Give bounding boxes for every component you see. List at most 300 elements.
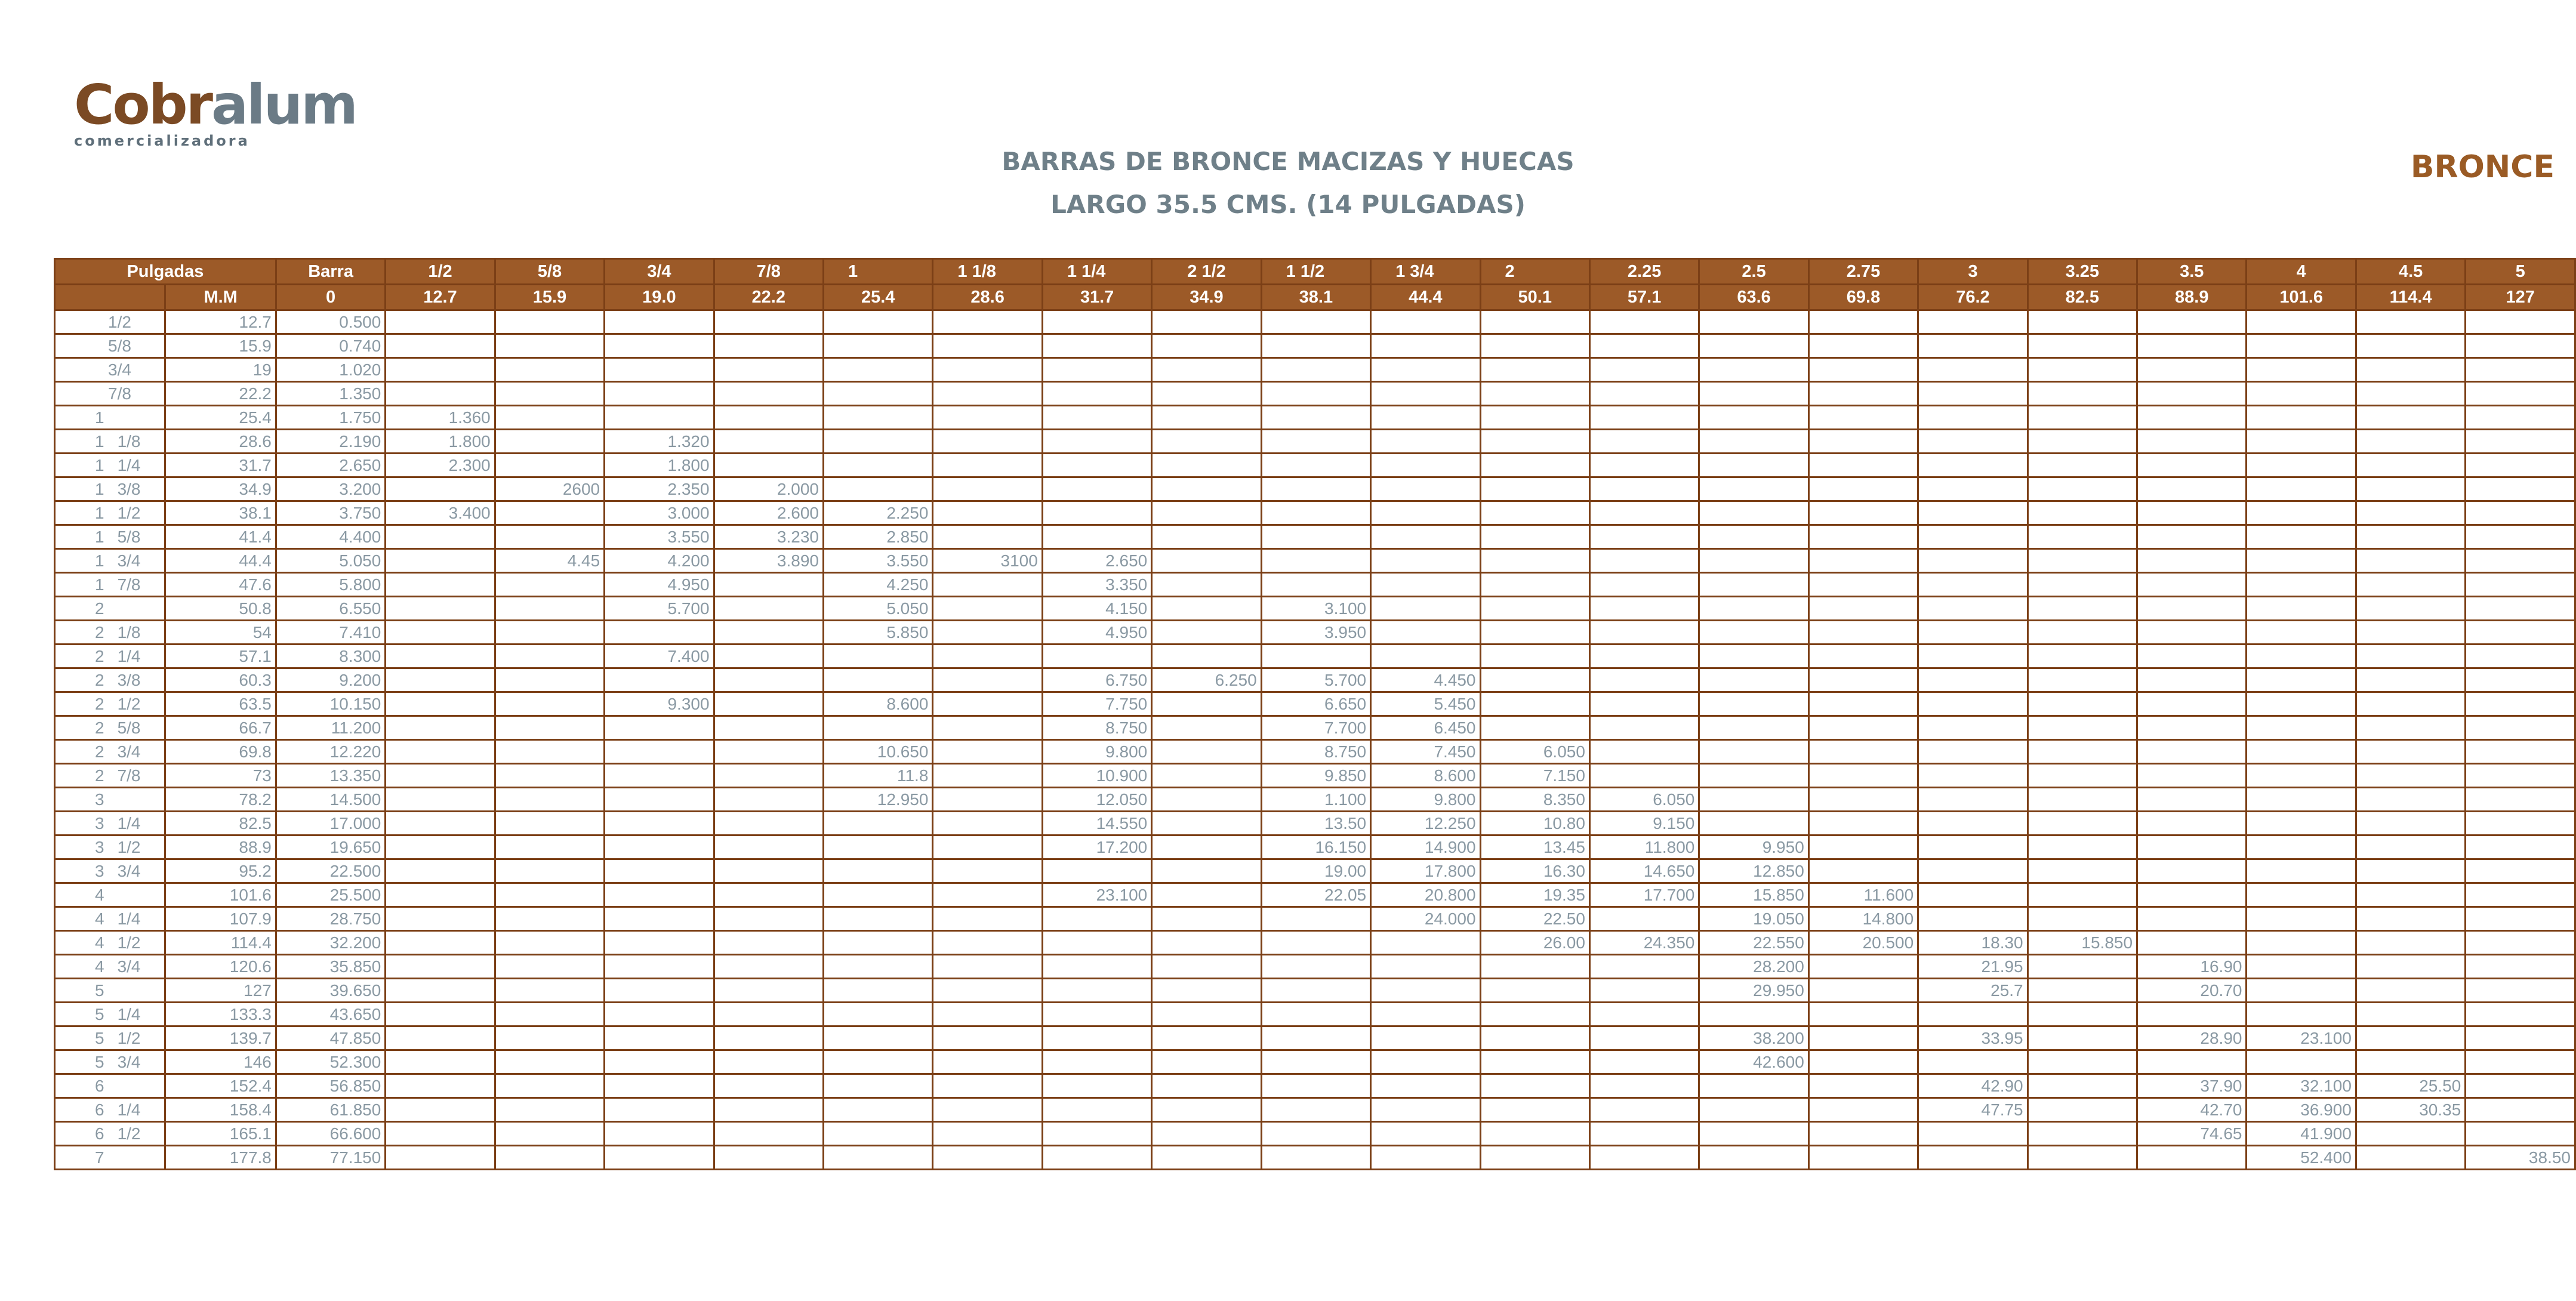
price-cell [1371, 1146, 1480, 1170]
price-cell [714, 621, 823, 645]
price-cell: 8.350 [1480, 788, 1589, 812]
price-cell [1261, 1122, 1370, 1146]
cell-mm: 44.4 [165, 549, 276, 573]
price-cell [1589, 621, 1699, 645]
price-cell [2356, 716, 2465, 740]
price-cell [605, 955, 714, 979]
header-cell: 12.7 [386, 285, 495, 310]
price-cell [1371, 454, 1480, 477]
price-cell [1808, 1026, 1918, 1050]
price-cell [1152, 1098, 1261, 1122]
price-cell [1918, 788, 2027, 812]
price-cell [495, 812, 604, 836]
inch-fraction: 1/2 [117, 503, 141, 522]
cell-mm: 12.7 [165, 310, 276, 334]
price-cell [823, 955, 932, 979]
price-cell [495, 859, 604, 883]
price-cell: 7.410 [276, 621, 385, 645]
price-cell: 19.050 [1699, 907, 1808, 931]
price-cell [933, 812, 1042, 836]
price-cell [1699, 477, 1808, 501]
price-cell: 6.650 [1261, 692, 1370, 716]
price-cell: 6.750 [1042, 668, 1151, 692]
cell-mm: 120.6 [165, 955, 276, 979]
price-cell [2027, 358, 2137, 382]
price-cell [1371, 334, 1480, 358]
price-cell [1918, 430, 2027, 454]
price-cell [714, 764, 823, 788]
price-cell [1152, 430, 1261, 454]
price-cell [2466, 430, 2575, 454]
price-cell [1152, 358, 1261, 382]
inch-fraction: 5/8 [108, 336, 131, 355]
table-row [55, 1050, 2575, 1074]
price-cell [386, 812, 495, 836]
inch-whole: 4 [95, 909, 104, 928]
price-cell [386, 764, 495, 788]
price-cell: 2.350 [605, 477, 714, 501]
cell-inches [55, 907, 165, 931]
price-cell: 28.200 [1699, 955, 1808, 979]
price-cell [1808, 1098, 1918, 1122]
price-cell [605, 812, 714, 836]
price-cell [2356, 645, 2465, 668]
price-cell [933, 979, 1042, 1003]
price-cell [1918, 358, 2027, 382]
cell-inches [55, 979, 165, 1003]
table-row [55, 1146, 2575, 1170]
price-cell [2356, 501, 2465, 525]
price-cell [714, 955, 823, 979]
cell-mm: 146 [165, 1050, 276, 1074]
price-cell: 20.500 [1808, 931, 1918, 955]
inch-fraction: 1/2 [117, 1028, 141, 1047]
inch-whole: 2 [95, 670, 104, 689]
cell-inches [55, 501, 165, 525]
cell-mm: 73 [165, 764, 276, 788]
price-cell [2247, 764, 2356, 788]
price-cell: 4.200 [605, 549, 714, 573]
cell-mm: 60.3 [165, 668, 276, 692]
price-cell: 1.020 [276, 358, 385, 382]
inch-whole: 1 [95, 479, 104, 498]
price-cell: 3.100 [1261, 597, 1370, 621]
price-cell: 5.700 [605, 597, 714, 621]
price-cell [1589, 597, 1699, 621]
price-cell [2466, 549, 2575, 573]
price-cell [1699, 334, 1808, 358]
price-cell [2247, 716, 2356, 740]
price-cell [1152, 525, 1261, 549]
price-cell [495, 358, 604, 382]
price-cell [1699, 549, 1808, 573]
price-cell [1261, 310, 1370, 334]
price-cell [386, 621, 495, 645]
price-cell [1261, 1003, 1370, 1026]
price-cell [1042, 859, 1151, 883]
header-pulgadas: Pulgadas [55, 259, 276, 285]
price-cell [2356, 1026, 2465, 1050]
price-cell: 43.650 [276, 1003, 385, 1026]
price-cell [714, 454, 823, 477]
price-cell [2027, 716, 2137, 740]
inch-whole: 4 [95, 933, 104, 952]
price-cell [605, 859, 714, 883]
price-cell [2247, 621, 2356, 645]
price-cell [386, 788, 495, 812]
table-row [55, 406, 2575, 430]
cell-mm: 22.2 [165, 382, 276, 406]
price-cell [2137, 836, 2247, 859]
price-cell [1480, 1003, 1589, 1026]
header-cell: 2.75 [1808, 259, 1918, 285]
price-cell [1480, 716, 1589, 740]
price-cell [714, 645, 823, 668]
inch-fraction [104, 1148, 118, 1167]
table-row [55, 1098, 2575, 1122]
price-cell [495, 955, 604, 979]
price-cell [1699, 1003, 1808, 1026]
price-cell [714, 573, 823, 597]
price-cell [714, 740, 823, 764]
price-cell [933, 501, 1042, 525]
price-cell [823, 1146, 932, 1170]
price-cell [1042, 979, 1151, 1003]
price-cell [1589, 430, 1699, 454]
price-cell [2027, 1026, 2137, 1050]
cell-inches [55, 955, 165, 979]
price-cell: 28.750 [276, 907, 385, 931]
price-cell [2356, 740, 2465, 764]
cell-inches [55, 549, 165, 573]
price-cell [1589, 525, 1699, 549]
price-cell [1918, 621, 2027, 645]
price-cell [1042, 1122, 1151, 1146]
price-cell: 32.200 [276, 931, 385, 955]
price-cell [1261, 358, 1370, 382]
price-cell [1042, 955, 1151, 979]
price-cell [1808, 334, 1918, 358]
price-cell [933, 1026, 1042, 1050]
table-row [55, 1003, 2575, 1026]
price-cell: 26.00 [1480, 931, 1589, 955]
price-cell [1371, 1098, 1480, 1122]
inch-fraction: 1/8 [117, 622, 141, 642]
price-cell [386, 740, 495, 764]
cell-mm: 41.4 [165, 525, 276, 549]
price-cell [2137, 597, 2247, 621]
price-cell [1808, 812, 1918, 836]
price-cell [386, 668, 495, 692]
cell-mm: 38.1 [165, 501, 276, 525]
price-cell: 3.890 [714, 549, 823, 573]
price-cell: 33.95 [1918, 1026, 2027, 1050]
price-cell [1152, 1050, 1261, 1074]
price-cell [2247, 573, 2356, 597]
inch-whole: 6 [95, 1076, 104, 1095]
price-cell [1480, 477, 1589, 501]
price-cell [714, 597, 823, 621]
price-cell [1699, 406, 1808, 430]
price-cell [1152, 859, 1261, 883]
price-cell [823, 406, 932, 430]
cell-inches [55, 1146, 165, 1170]
price-cell [2247, 1050, 2356, 1074]
price-cell: 23.100 [2247, 1026, 2356, 1050]
price-cell: 9.950 [1699, 836, 1808, 859]
price-cell [1699, 621, 1808, 645]
table-row [55, 382, 2575, 406]
table-row [55, 979, 2575, 1003]
price-cell [1371, 597, 1480, 621]
price-cell [495, 454, 604, 477]
price-cell [495, 310, 604, 334]
cell-inches [55, 1003, 165, 1026]
inch-fraction [104, 408, 118, 427]
price-cell [1480, 668, 1589, 692]
price-cell [933, 1122, 1042, 1146]
price-cell: 1.350 [276, 382, 385, 406]
price-cell [2137, 812, 2247, 836]
price-cell [823, 931, 932, 955]
price-cell [1808, 477, 1918, 501]
cell-inches [55, 310, 165, 334]
price-cell: 12.220 [276, 740, 385, 764]
price-cell [495, 406, 604, 430]
price-cell [1261, 334, 1370, 358]
cell-mm: 165.1 [165, 1122, 276, 1146]
price-cell: 3100 [933, 549, 1042, 573]
price-cell [823, 1050, 932, 1074]
cell-inches [55, 836, 165, 859]
cell-mm: 54 [165, 621, 276, 645]
price-cell [2027, 740, 2137, 764]
price-cell [1918, 668, 2027, 692]
header-cell: 1/2 [386, 259, 495, 285]
page-subtitle: LARGO 35.5 CMS. (14 PULGADAS) [1050, 190, 1526, 219]
price-cell [933, 764, 1042, 788]
header-cell: 3 [1918, 259, 2027, 285]
price-cell [823, 454, 932, 477]
cell-mm: 47.6 [165, 573, 276, 597]
price-cell [2027, 477, 2137, 501]
price-cell: 2600 [495, 477, 604, 501]
inch-whole: 3 [95, 813, 104, 833]
header-cell: 44.4 [1371, 285, 1480, 310]
header-row-inches [55, 259, 2575, 285]
price-cell: 3.750 [276, 501, 385, 525]
price-cell [1808, 382, 1918, 406]
price-cell [2466, 597, 2575, 621]
price-cell [933, 597, 1042, 621]
price-cell [823, 1074, 932, 1098]
price-cell [1918, 740, 2027, 764]
price-cell [2247, 788, 2356, 812]
price-cell: 9.150 [1589, 812, 1699, 836]
price-cell [1918, 1003, 2027, 1026]
inch-fraction: 1/4 [117, 646, 141, 665]
price-cell [1371, 1074, 1480, 1098]
price-cell [714, 836, 823, 859]
price-cell [823, 907, 932, 931]
price-cell: 14.900 [1371, 836, 1480, 859]
price-cell [1261, 477, 1370, 501]
price-cell [386, 1098, 495, 1122]
price-cell [933, 692, 1042, 716]
price-cell [933, 645, 1042, 668]
price-cell: 16.30 [1480, 859, 1589, 883]
price-cell [823, 836, 932, 859]
price-cell [1589, 406, 1699, 430]
price-cell [933, 859, 1042, 883]
price-cell [386, 358, 495, 382]
inch-whole: 3 [95, 861, 104, 880]
price-cell [1699, 430, 1808, 454]
price-cell [495, 931, 604, 955]
table-row [55, 836, 2575, 859]
price-cell [605, 979, 714, 1003]
price-cell [1808, 597, 1918, 621]
price-cell: 6.250 [1152, 668, 1261, 692]
price-cell: 5.700 [1261, 668, 1370, 692]
price-cell [2137, 406, 2247, 430]
price-cell [1918, 764, 2027, 788]
price-cell [2247, 310, 2356, 334]
price-cell [1371, 358, 1480, 382]
price-cell [1480, 597, 1589, 621]
price-cell [2137, 859, 2247, 883]
header-cell: 4.5 [2356, 259, 2465, 285]
price-cell [1918, 382, 2027, 406]
cell-mm: 50.8 [165, 597, 276, 621]
price-cell [1480, 382, 1589, 406]
price-cell [1918, 334, 2027, 358]
price-cell [1918, 883, 2027, 907]
price-cell [1589, 907, 1699, 931]
price-cell: 3.000 [605, 501, 714, 525]
price-cell [1261, 549, 1370, 573]
table-row [55, 1074, 2575, 1098]
table-row [55, 454, 2575, 477]
price-cell [2027, 788, 2137, 812]
price-cell [2137, 477, 2247, 501]
price-cell [1152, 836, 1261, 859]
price-cell [823, 1122, 932, 1146]
price-cell [1589, 668, 1699, 692]
inch-fraction: 3/4 [108, 360, 131, 379]
price-cell [933, 1146, 1042, 1170]
price-cell [1152, 597, 1261, 621]
price-cell [1152, 477, 1261, 501]
header-cell: 57.1 [1589, 285, 1699, 310]
table-row [55, 692, 2575, 716]
price-cell [1042, 454, 1151, 477]
inch-whole: 1 [95, 551, 104, 570]
price-cell [2027, 549, 2137, 573]
price-cell [2027, 812, 2137, 836]
price-cell [2137, 430, 2247, 454]
price-cell [714, 692, 823, 716]
price-cell [2466, 979, 2575, 1003]
price-cell [2027, 668, 2137, 692]
inch-fraction: 1/2 [117, 837, 141, 856]
price-cell [1480, 1026, 1589, 1050]
table-row [55, 501, 2575, 525]
price-cell [2356, 979, 2465, 1003]
price-cell: 4.450 [1371, 668, 1480, 692]
inch-fraction: 1/4 [117, 1004, 141, 1023]
price-cell: 16.150 [1261, 836, 1370, 859]
inch-fraction [104, 1077, 118, 1095]
price-cell [1589, 764, 1699, 788]
table-row [55, 812, 2575, 836]
price-cell [933, 668, 1042, 692]
inch-fraction: 1/2 [117, 1124, 141, 1143]
cell-mm: 31.7 [165, 454, 276, 477]
price-cell [933, 907, 1042, 931]
price-cell [1042, 1098, 1151, 1122]
logo-word-b: alum [211, 73, 356, 137]
price-cell [2466, 716, 2575, 740]
price-cell [1371, 1026, 1480, 1050]
price-cell [2027, 334, 2137, 358]
price-cell: 7.400 [605, 645, 714, 668]
price-cell [1589, 477, 1699, 501]
price-cell [1152, 1146, 1261, 1170]
price-cell [605, 1098, 714, 1122]
price-cell [1261, 454, 1370, 477]
inch-fraction: 3/4 [117, 861, 141, 880]
price-cell [714, 1074, 823, 1098]
price-cell [1699, 668, 1808, 692]
price-cell [714, 334, 823, 358]
price-cell [2027, 955, 2137, 979]
price-cell: 9.300 [605, 692, 714, 716]
inch-whole: 2 [95, 694, 104, 713]
price-cell [495, 692, 604, 716]
inch-whole: 3 [95, 837, 104, 856]
header-cell: 38.1 [1261, 285, 1370, 310]
price-cell [2027, 836, 2137, 859]
cell-inches [55, 645, 165, 668]
price-cell [605, 1122, 714, 1146]
price-cell: 47.850 [276, 1026, 385, 1050]
price-cell [1699, 1146, 1808, 1170]
price-cell [1480, 430, 1589, 454]
price-cell: 1.360 [386, 406, 495, 430]
price-cell [1808, 1003, 1918, 1026]
price-cell [1480, 454, 1589, 477]
price-cell [605, 334, 714, 358]
price-cell: 28.90 [2137, 1026, 2247, 1050]
inch-fraction: 1/8 [117, 431, 141, 451]
inch-whole: 5 [95, 1004, 104, 1023]
price-cell [2027, 1146, 2137, 1170]
price-cell [2247, 931, 2356, 955]
price-cell [1918, 716, 2027, 740]
price-cell [1371, 1003, 1480, 1026]
price-cell: 9.850 [1261, 764, 1370, 788]
price-cell: 15.850 [2027, 931, 2137, 955]
price-cell [933, 406, 1042, 430]
price-cell [1480, 406, 1589, 430]
inch-whole: 2 [95, 742, 104, 761]
price-cell [933, 358, 1042, 382]
price-cell [2356, 358, 2465, 382]
cell-inches [55, 859, 165, 883]
cell-inches [55, 454, 165, 477]
price-cell [2356, 883, 2465, 907]
